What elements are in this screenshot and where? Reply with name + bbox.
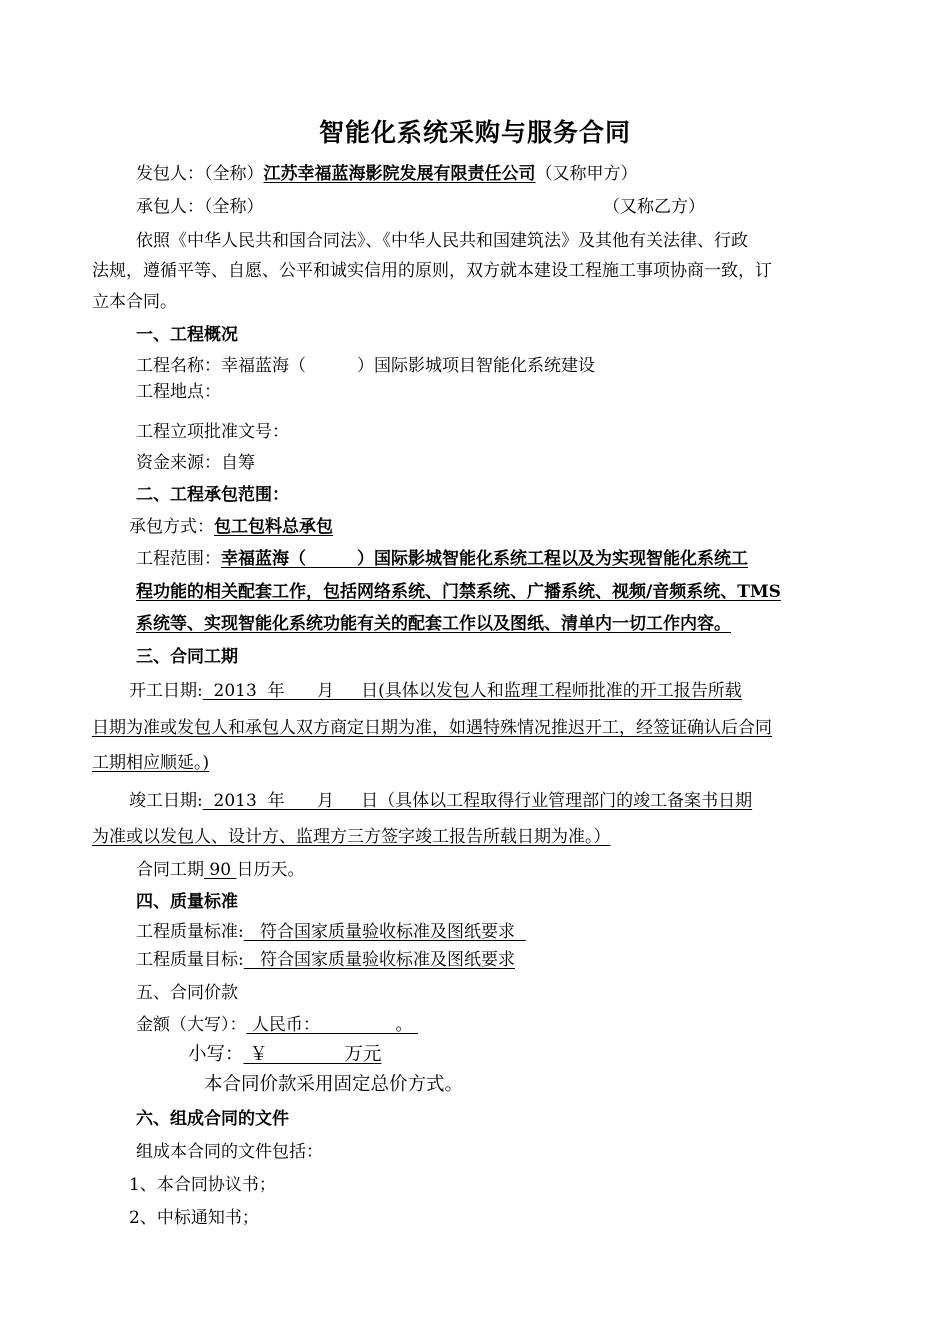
scope-text-1: 幸福蓝海（ ）国际影城智能化系统工程以及为实现智能化系统工: [221, 549, 748, 569]
scope-line-1: [136, 547, 748, 571]
scope-text-3: 系统等、实现智能化系统功能有关的配套工作以及图纸、清单内一切工作内容。: [136, 614, 731, 634]
scope-label: 工程范围：: [136, 549, 221, 569]
quality-target-line: [136, 948, 515, 972]
end-date-line-1: [129, 789, 752, 813]
start-date-label: 开工日期:: [129, 681, 203, 701]
document-item-1: 1、本合同协议书；: [129, 1175, 276, 1195]
contract-mode-value: 包工包料总承包: [214, 517, 333, 537]
small-amount-line: [188, 1043, 381, 1067]
amount-line: [136, 1013, 418, 1037]
party-a-name: 江苏幸福蓝海影院发展有限责任公司: [263, 164, 536, 184]
party-b-suffix: （又称乙方）: [603, 197, 705, 217]
section-6-heading: 六、组成合同的文件: [136, 1109, 289, 1129]
section-2-heading: 二、工程承包范围：: [136, 485, 289, 505]
duration-prefix: 合同工期: [136, 860, 204, 880]
start-date-line-1: [129, 679, 742, 703]
section-5-heading: 五、合同价款: [136, 983, 238, 1003]
section-3-heading: 三、合同工期: [136, 647, 238, 667]
end-date-label: 竣工日期:: [129, 791, 203, 811]
contract-mode-line: [129, 515, 333, 539]
start-date-year: 2013: [202, 681, 268, 701]
quality-standard-label: 工程质量标准:: [136, 922, 244, 942]
approval-number: 工程立项批准文号：: [136, 422, 289, 442]
end-date-line-2: 为准或以发包人、设计方、监理方三方签字竣工报告所载日期为准。）: [92, 827, 611, 847]
duration-suffix: 日历天。: [236, 860, 305, 880]
documents-intro: 组成本合同的文件包括：: [136, 1142, 323, 1162]
quality-standard-line: [136, 920, 526, 944]
party-a-label: 发包人：（全称）: [136, 164, 264, 184]
fixed-price-note: 本合同价款采用固定总价方式。: [204, 1074, 464, 1095]
project-location: 工程地点：: [136, 382, 221, 402]
preamble-line-1: 依照《中华人民共和国合同法》、《中华人民共和国建筑法》及其他有关法律、行政: [136, 231, 748, 251]
small-amount-label: 小写：: [188, 1044, 244, 1065]
document-title: 智能化系统采购与服务合同: [318, 118, 631, 147]
amount-label: 金额（大写）：: [136, 1015, 247, 1035]
end-date-rest: 年 月 日（具体以工程取得行业管理部门的竣工备案书日期: [267, 791, 753, 811]
preamble-line-2: 法规，遵循平等、自愿、公平和诚实信用的原则，双方就本建设工程施工事项协商一致，订: [92, 261, 772, 281]
contract-mode-label: 承包方式：: [129, 517, 214, 537]
party-a-line: [136, 162, 638, 186]
end-date-year: 2013: [202, 791, 268, 811]
start-date-rest: 年 月 日(具体以发包人和监理工程师批准的开工报告所载: [267, 681, 742, 701]
section-1-heading: 一、工程概况: [136, 325, 238, 345]
scope-text-2: 程功能的相关配套工作，包括网络系统、门禁系统、广播系统、视频/音频系统、TMS: [136, 582, 781, 602]
small-amount-value: ￥ 万元: [243, 1044, 382, 1065]
amount-value: 人民币： 。: [246, 1015, 418, 1035]
document-item-2: 2、中标通知书；: [129, 1208, 259, 1228]
duration-line: [136, 858, 304, 882]
start-date-line-2: 日期为准或发包人和承包人双方商定日期为准，如遇特殊情况推迟开工，经签证确认后合同: [92, 718, 772, 738]
funding-source: 资金来源：自筹: [136, 453, 255, 473]
preamble-line-3: 立本合同。: [92, 292, 177, 312]
party-a-suffix: （又称甲方）: [535, 164, 638, 184]
start-date-line-3: 工期相应顺延。): [92, 753, 210, 773]
project-name: 工程名称：幸福蓝海（ ）国际影城项目智能化系统建设: [136, 356, 595, 376]
quality-target-label: 工程质量目标:: [136, 950, 244, 970]
quality-target-value: 符合国家质量验收标准及图纸要求: [243, 950, 515, 970]
party-b-label: 承包人：（全称）: [136, 197, 264, 217]
quality-standard-value: 符合国家质量验收标准及图纸要求: [243, 922, 526, 942]
section-4-heading: 四、质量标准: [136, 892, 238, 912]
duration-value: 90: [204, 860, 237, 880]
